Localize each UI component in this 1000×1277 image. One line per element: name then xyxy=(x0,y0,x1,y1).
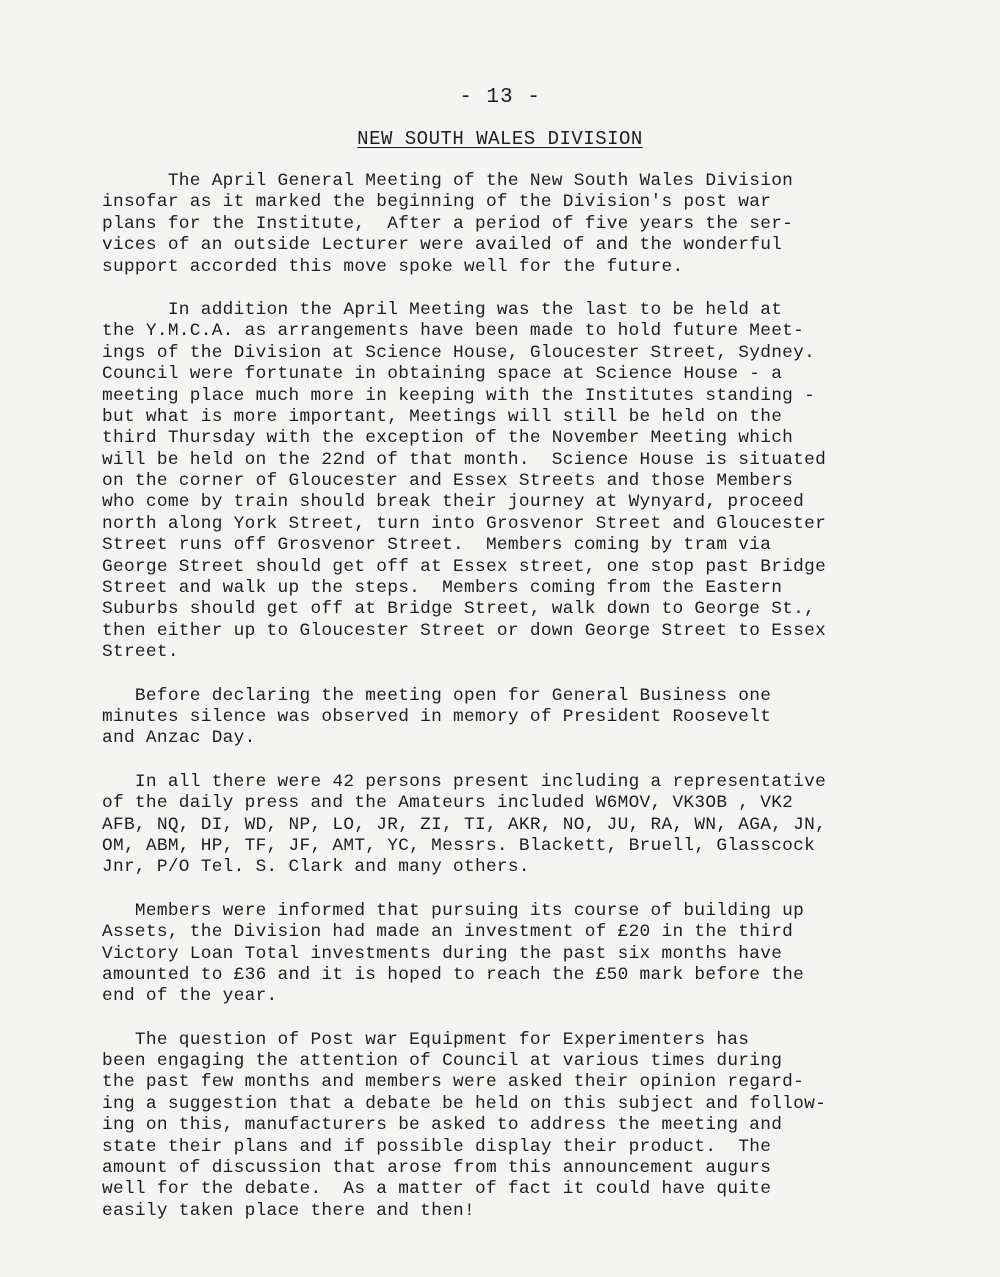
text-line: The question of Post war Equipment for Experimenters has xyxy=(102,1029,750,1050)
text-line: Council were fortunate in obtaining space at Science House - a xyxy=(102,364,783,385)
paragraph xyxy=(102,300,942,664)
text-line: and Anzac Day. xyxy=(102,728,256,749)
text-line: The April General Meeting of the New South Wales Division xyxy=(102,171,794,191)
text-line: In all there were 42 persons present including a representative xyxy=(102,771,827,792)
text-line: Victory Loan Total investments during the past six months have xyxy=(102,943,783,964)
text-line: George Street should get off at Essex street, one stop past Bridge xyxy=(102,556,827,577)
text-line: Street and walk up the steps. Members coming from the Eastern xyxy=(102,578,783,599)
text-line: AFB, NQ, DI, WD, NP, LO, JR, ZI, TI, AKR, NO, JU, RA, WN, AGA, JN, xyxy=(102,814,827,835)
text-line: well for the debate. As a matter of fact it could have quite xyxy=(102,1179,772,1200)
paragraph xyxy=(102,171,942,278)
section-heading xyxy=(0,128,1000,150)
paragraph xyxy=(102,686,942,750)
paragraph xyxy=(102,772,942,879)
text-line: Members were informed that pursuing its course of building up xyxy=(102,900,805,921)
text-line: ing a suggestion that a debate be held on this subject and follow- xyxy=(102,1093,827,1114)
text-line: the past few months and members were asked their opinion regard- xyxy=(102,1072,805,1093)
text-line: ing on this, manufacturers be asked to address the meeting and xyxy=(102,1115,783,1136)
text-line: Jnr, P/O Tel. S. Clark and many others. xyxy=(102,857,530,878)
text-line: who come by train should break their journey at Wynyard, proceed xyxy=(102,492,805,513)
text-line: minutes silence was observed in memory of President Roosevelt xyxy=(102,706,772,727)
text-line: on the corner of Gloucester and Essex Streets and those Members xyxy=(102,471,794,492)
text-line: Street runs off Grosvenor Street. Members coming by tram via xyxy=(102,535,772,556)
text-line: plans for the Institute, After a period of five years the ser- xyxy=(102,213,794,234)
text-line: the Y.M.C.A. as arrangements have been made to hold future Meet- xyxy=(102,321,805,342)
text-line: OM, ABM, HP, TF, JF, AMT, YC, Messrs. Blackett, Bruell, Glasscock xyxy=(102,835,816,856)
paragraph xyxy=(102,901,942,1008)
text-line: ings of the Division at Science House, Gloucester Street, Sydney. xyxy=(102,342,816,363)
text-line: Assets, the Division had made an investment of £20 in the third xyxy=(102,922,794,943)
text-line: insofar as it marked the beginning of the Division's post war xyxy=(102,192,772,213)
body-text xyxy=(102,171,942,1244)
text-line: easily taken place there and then! xyxy=(102,1200,475,1221)
text-line: amounted to £36 and it is hoped to reach the £50 mark before the xyxy=(102,964,805,985)
text-line: been engaging the attention of Council at various times during xyxy=(102,1051,783,1072)
text-line: Suburbs should get off at Bridge Street, walk down to George St., xyxy=(102,599,816,620)
text-line: state their plans and if possible display their product. The xyxy=(102,1136,772,1157)
text-line: will be held on the 22nd of that month. Science House is situated xyxy=(102,449,827,470)
text-line: Before declaring the meeting open for General Business one xyxy=(102,685,772,706)
text-line: Street. xyxy=(102,642,179,663)
text-line: end of the year. xyxy=(102,986,278,1007)
page-number: - 13 - xyxy=(459,86,541,109)
paragraph xyxy=(102,1030,942,1223)
text-line: but what is more important, Meetings will still be held on the xyxy=(102,406,783,427)
text-line: third Thursday with the exception of the November Meeting which xyxy=(102,428,794,449)
text-line: vices of an outside Lecturer were availed of and the wonderful xyxy=(102,235,783,256)
text-line: support accorded this move spoke well for the future. xyxy=(102,256,684,277)
text-line: of the daily press and the Amateurs included W6MOV, VK3OB , VK2 xyxy=(102,793,794,814)
text-line: then either up to Gloucester Street or down George Street to Essex xyxy=(102,620,827,641)
text-line: meeting place much more in keeping with the Institutes standing - xyxy=(102,385,816,406)
text-line: amount of discussion that arose from this announcement augurs xyxy=(102,1158,772,1179)
text-line: In addition the April Meeting was the last to be held at xyxy=(102,299,783,320)
section-heading-text: NEW SOUTH WALES DIVISION xyxy=(357,128,643,150)
text-line: north along York Street, turn into Grosvenor Street and Gloucester xyxy=(102,513,827,534)
